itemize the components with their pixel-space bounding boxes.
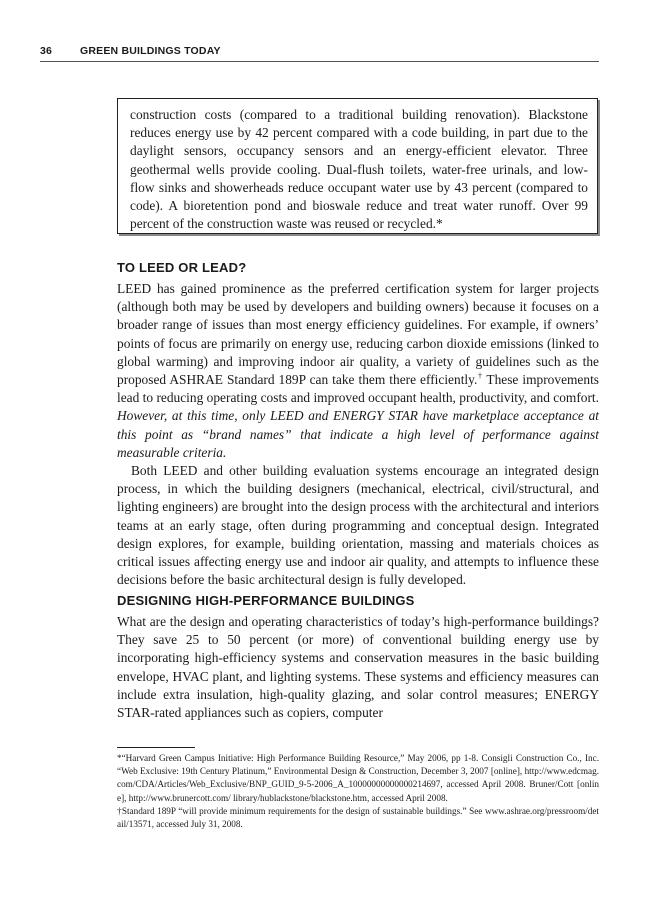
paragraph-text: These improvements lead to reducing operating costs and improved occupant health, productivity, and comfort. bbox=[117, 372, 599, 406]
running-title: GREEN BUILDINGS TODAY bbox=[80, 45, 221, 57]
paragraph-text: LEED has gained prominence as the preferred certification system for larger projects (although both may be used by developers and building owners) because it focuses on a broader range of issues than most energy efficiency guidelines. For example, if owners’ points of focus are primarily on energy use, reducing carbon dioxide emissions (linked to global warming) and improving indoor air quality, a variety of guidelines such as the proposed ASHRAE Standard 189P can take them there efficiently. bbox=[117, 281, 599, 388]
paragraph bbox=[117, 280, 599, 462]
footnote: *“Harvard Green Campus Initiative: High Performance Building Resource,” May 2006, pp 1-8. Consigli Construction Co., Inc. “Web Exclusive: 19th Century Platinum,” Environmental Design & Construction, December 3, 2007 [online], http://www.edcmag.com/CDA/Articles/Web_Exclusive/BNP_GUID_9-5-2006_A_10000000000000214697, accessed April 2008. Bruner/Cott [online], http://www.brunercott.com/ library/hublackstone/blackstone.htm, accessed April 2008. bbox=[117, 753, 599, 803]
paragraph: What are the design and operating characteristics of today’s high-performance buildings? They save 25 to 50 percent (or more) of conventional building energy use by incorporating high-efficiency systems and conservation measures in the basic building envelope, HVAC plant, and lighting systems. These systems and efficiency measures can include extra insulation, high-quality glazing, and solar control measures; ENERGY STAR-rated appliances such as copiers, computer bbox=[117, 614, 599, 721]
paragraph: Both LEED and other building evaluation systems encourage an integrated design process, in which the building designers (mechanical, electrical, civil/structural, and lighting engineers) are brought into the design process with the architectural and interiors teams at an early stage, often during programming and conceptual design. Integrated design explores, for example, building orientation, massing and materials choices as critical issues affecting energy use and indoor air quality, and attempts to influence these decisions before the basic architectural design is fully developed. bbox=[117, 463, 599, 588]
section-heading-design: DESIGNING HIGH-PERFORMANCE BUILDINGS bbox=[117, 593, 415, 608]
footnote-divider bbox=[117, 747, 195, 748]
case-study-callout bbox=[117, 98, 598, 234]
footnotes bbox=[117, 752, 599, 831]
section-heading-leed: TO LEED OR LEAD? bbox=[117, 260, 247, 275]
section-design-body bbox=[117, 613, 599, 722]
section-leed-body bbox=[117, 280, 599, 589]
page-number: 36 bbox=[40, 45, 53, 57]
footnote-ref[interactable]: † bbox=[477, 371, 483, 381]
running-header bbox=[40, 45, 599, 62]
emphasis-text: However, at this time, only LEED and ENERGY STAR have marketplace acceptance at this point as “brand names” that indicate a high level of performance against measurable criteria. bbox=[117, 408, 599, 460]
callout-text: construction costs (compared to a traditional building renovation). Blackstone reduces energy use by 42 percent compared with a code building, in part due to the daylight sensors, occupancy sensors and an energy-efficient elevator. Three geothermal wells provide cooling. Dual-flush toilets, water-free urinals, and low-flow sinks and showerheads reduce occupant water use by 43 percent (compared to code). A bioretention pond and bioswale reduce and treat water runoff. Over 99 percent of the construction waste was reused or recycled.* bbox=[130, 107, 588, 232]
footnote: †Standard 189P “will provide minimum requirements for the design of sustainable buildings.” See www.ashrae.org/pressroom/detail/13571, accessed July 31, 2008. bbox=[117, 805, 599, 830]
